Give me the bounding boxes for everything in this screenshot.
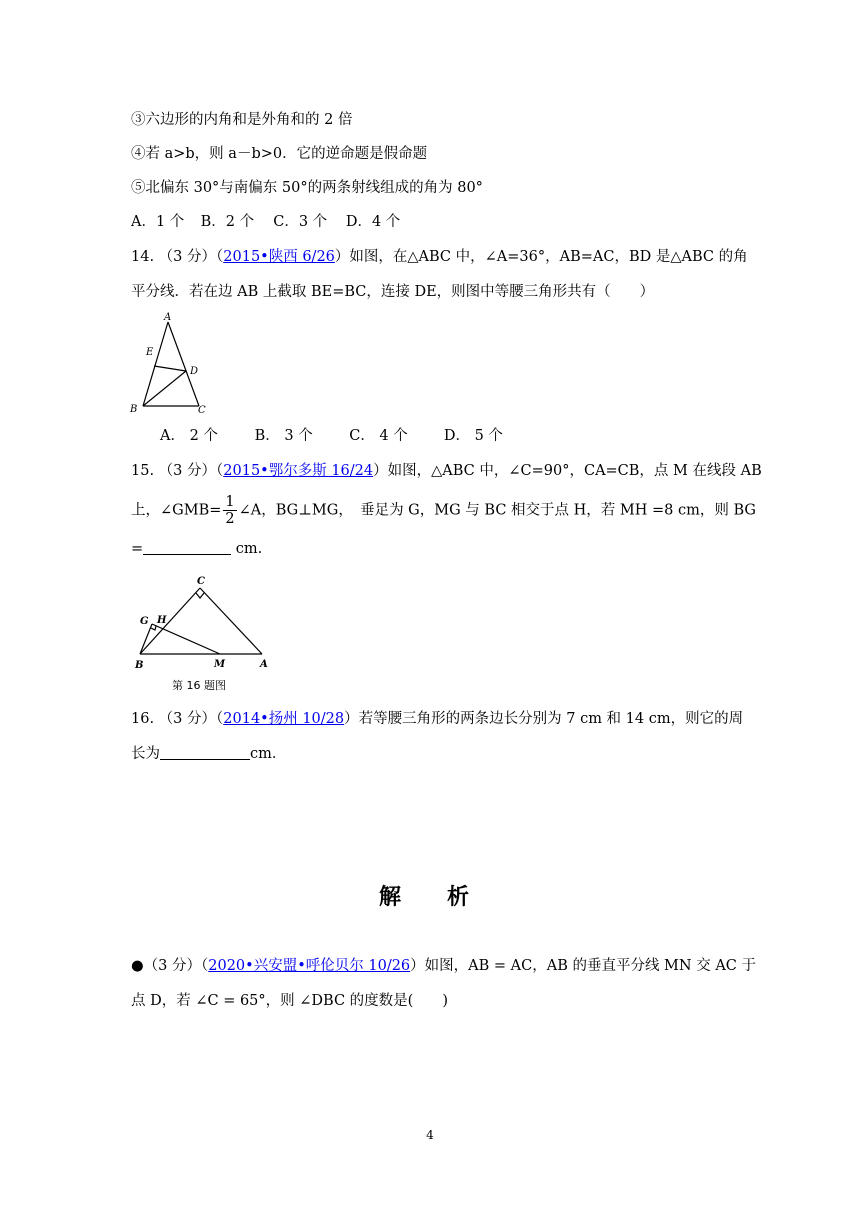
q15-seg-bc [140, 588, 200, 654]
q15-right-angle-g [151, 626, 156, 630]
q15-text-1: ）如图，△ABC 中，∠C=90°，CA=CB，点 M 在线段 AB [373, 463, 762, 479]
q15-fraction [223, 494, 236, 527]
q15-figure [130, 572, 280, 698]
q15-line-3 [131, 539, 262, 559]
q13-options [131, 212, 400, 232]
item-3: ③六边形的内角和是外角和的 2 倍 [131, 112, 353, 128]
q15-text-2a: 上，∠GMB= [131, 502, 222, 519]
solution-source-link[interactable]: 2020•兴安盟•呼伦贝尔 10/26 [208, 958, 411, 974]
item-5: ⑤北偏东 30°与南偏东 50°的两条射线组成的角为 80° [131, 180, 483, 196]
q14-label-b: B [130, 404, 138, 415]
q15-text-3a: = [131, 541, 144, 557]
q16-answer-blank[interactable] [160, 745, 250, 760]
q15-label-b: B [135, 660, 144, 671]
q15-source-link[interactable]: 2015•鄂尔多斯 16/24 [223, 463, 374, 479]
q14-label-e: E [146, 347, 154, 358]
solution-line-1 [131, 956, 756, 976]
solution-prefix: ●（3 分）（ [131, 958, 209, 974]
q14-source-link[interactable]: 2015•陕西 6/26 [223, 249, 335, 265]
solution-text-1: ）如图，AB = AC，AB 的垂直平分线 MN 交 AC 于 [410, 958, 756, 974]
q15-seg-ca [200, 588, 262, 654]
q15-seg-gm [152, 624, 220, 654]
q14-line-2: 平分线．若在边 AB 上截取 BE=BC，连接 DE，则图中等腰三角形共有（ ） [131, 284, 655, 300]
q16-line-2 [131, 744, 286, 764]
q15-text-3b: cm. [231, 541, 263, 557]
q15-line-2 [131, 494, 756, 527]
q15-label-a: A [260, 659, 268, 670]
q16-text-2a: 长为 [131, 746, 160, 762]
q15-seg-bg [140, 624, 152, 654]
q15-prefix: 15. （3 分）（ [131, 463, 224, 479]
q15-figure-caption: 第 16 题图 [172, 679, 226, 692]
q16-text-1: ）若等腰三角形的两条边长分别为 7 cm 和 14 cm，则它的周 [344, 711, 744, 727]
q13-option-d: D．4 个 [345, 214, 401, 230]
q15-line-1 [131, 461, 762, 481]
q14-seg-ab [143, 322, 168, 406]
q13-option-c: C．3 个 [273, 214, 328, 230]
q16-line-1 [131, 709, 743, 729]
q14-option-c: C． 4 个 [349, 428, 408, 444]
q15-label-g: G [140, 616, 149, 627]
q14-line-1 [131, 247, 748, 267]
q14-label-c: C [198, 405, 206, 416]
q14-text-1: ）如图，在△ABC 中，∠A=36°，AB=AC，BD 是△ABC 的角 [334, 249, 748, 265]
item-4: ④若 a>b，则 a－b>0．它的逆命题是假命题 [131, 146, 428, 162]
q14-prefix: 14. （3 分）（ [131, 249, 224, 265]
q15-frac-num: 1 [225, 494, 235, 510]
q14-option-b: B． 3 个 [254, 428, 313, 444]
q15-frac-den: 2 [225, 511, 235, 527]
q14-seg-bd [143, 371, 186, 406]
q13-option-a: A．1 个 [131, 214, 185, 230]
q15-answer-blank[interactable] [143, 540, 231, 555]
q13-option-b: B．2 个 [200, 214, 255, 230]
solution-line-2: 点 D，若 ∠C = 65°，则 ∠DBC 的度数是( ) [131, 993, 448, 1009]
q15-label-m: M [214, 659, 226, 670]
q16-source-link[interactable]: 2014•扬州 10/28 [223, 711, 345, 727]
q15-right-angle-c [196, 593, 204, 598]
q15-text-2b: ∠A，BG⊥MG， 垂足为 G，MG 与 BC 相交于点 H，若 MH =8 cm，则 BG [238, 502, 756, 519]
q16-text-2b: cm． [250, 746, 287, 762]
q14-figure [124, 308, 224, 420]
q14-options [160, 426, 503, 446]
q14-option-a: A． 2 个 [160, 428, 218, 444]
q14-label-a: A [164, 312, 172, 323]
page-number: 4 [426, 1128, 434, 1142]
q15-label-h: H [157, 615, 167, 626]
q16-prefix: 16. （3 分）（ [131, 711, 224, 727]
q14-label-d: D [190, 366, 199, 377]
q14-option-d: D． 5 个 [443, 428, 503, 444]
q15-label-c: C [197, 576, 205, 587]
section-title: 解 析 [378, 885, 481, 910]
q14-seg-ac [168, 322, 199, 406]
q14-seg-ed [154, 366, 186, 371]
